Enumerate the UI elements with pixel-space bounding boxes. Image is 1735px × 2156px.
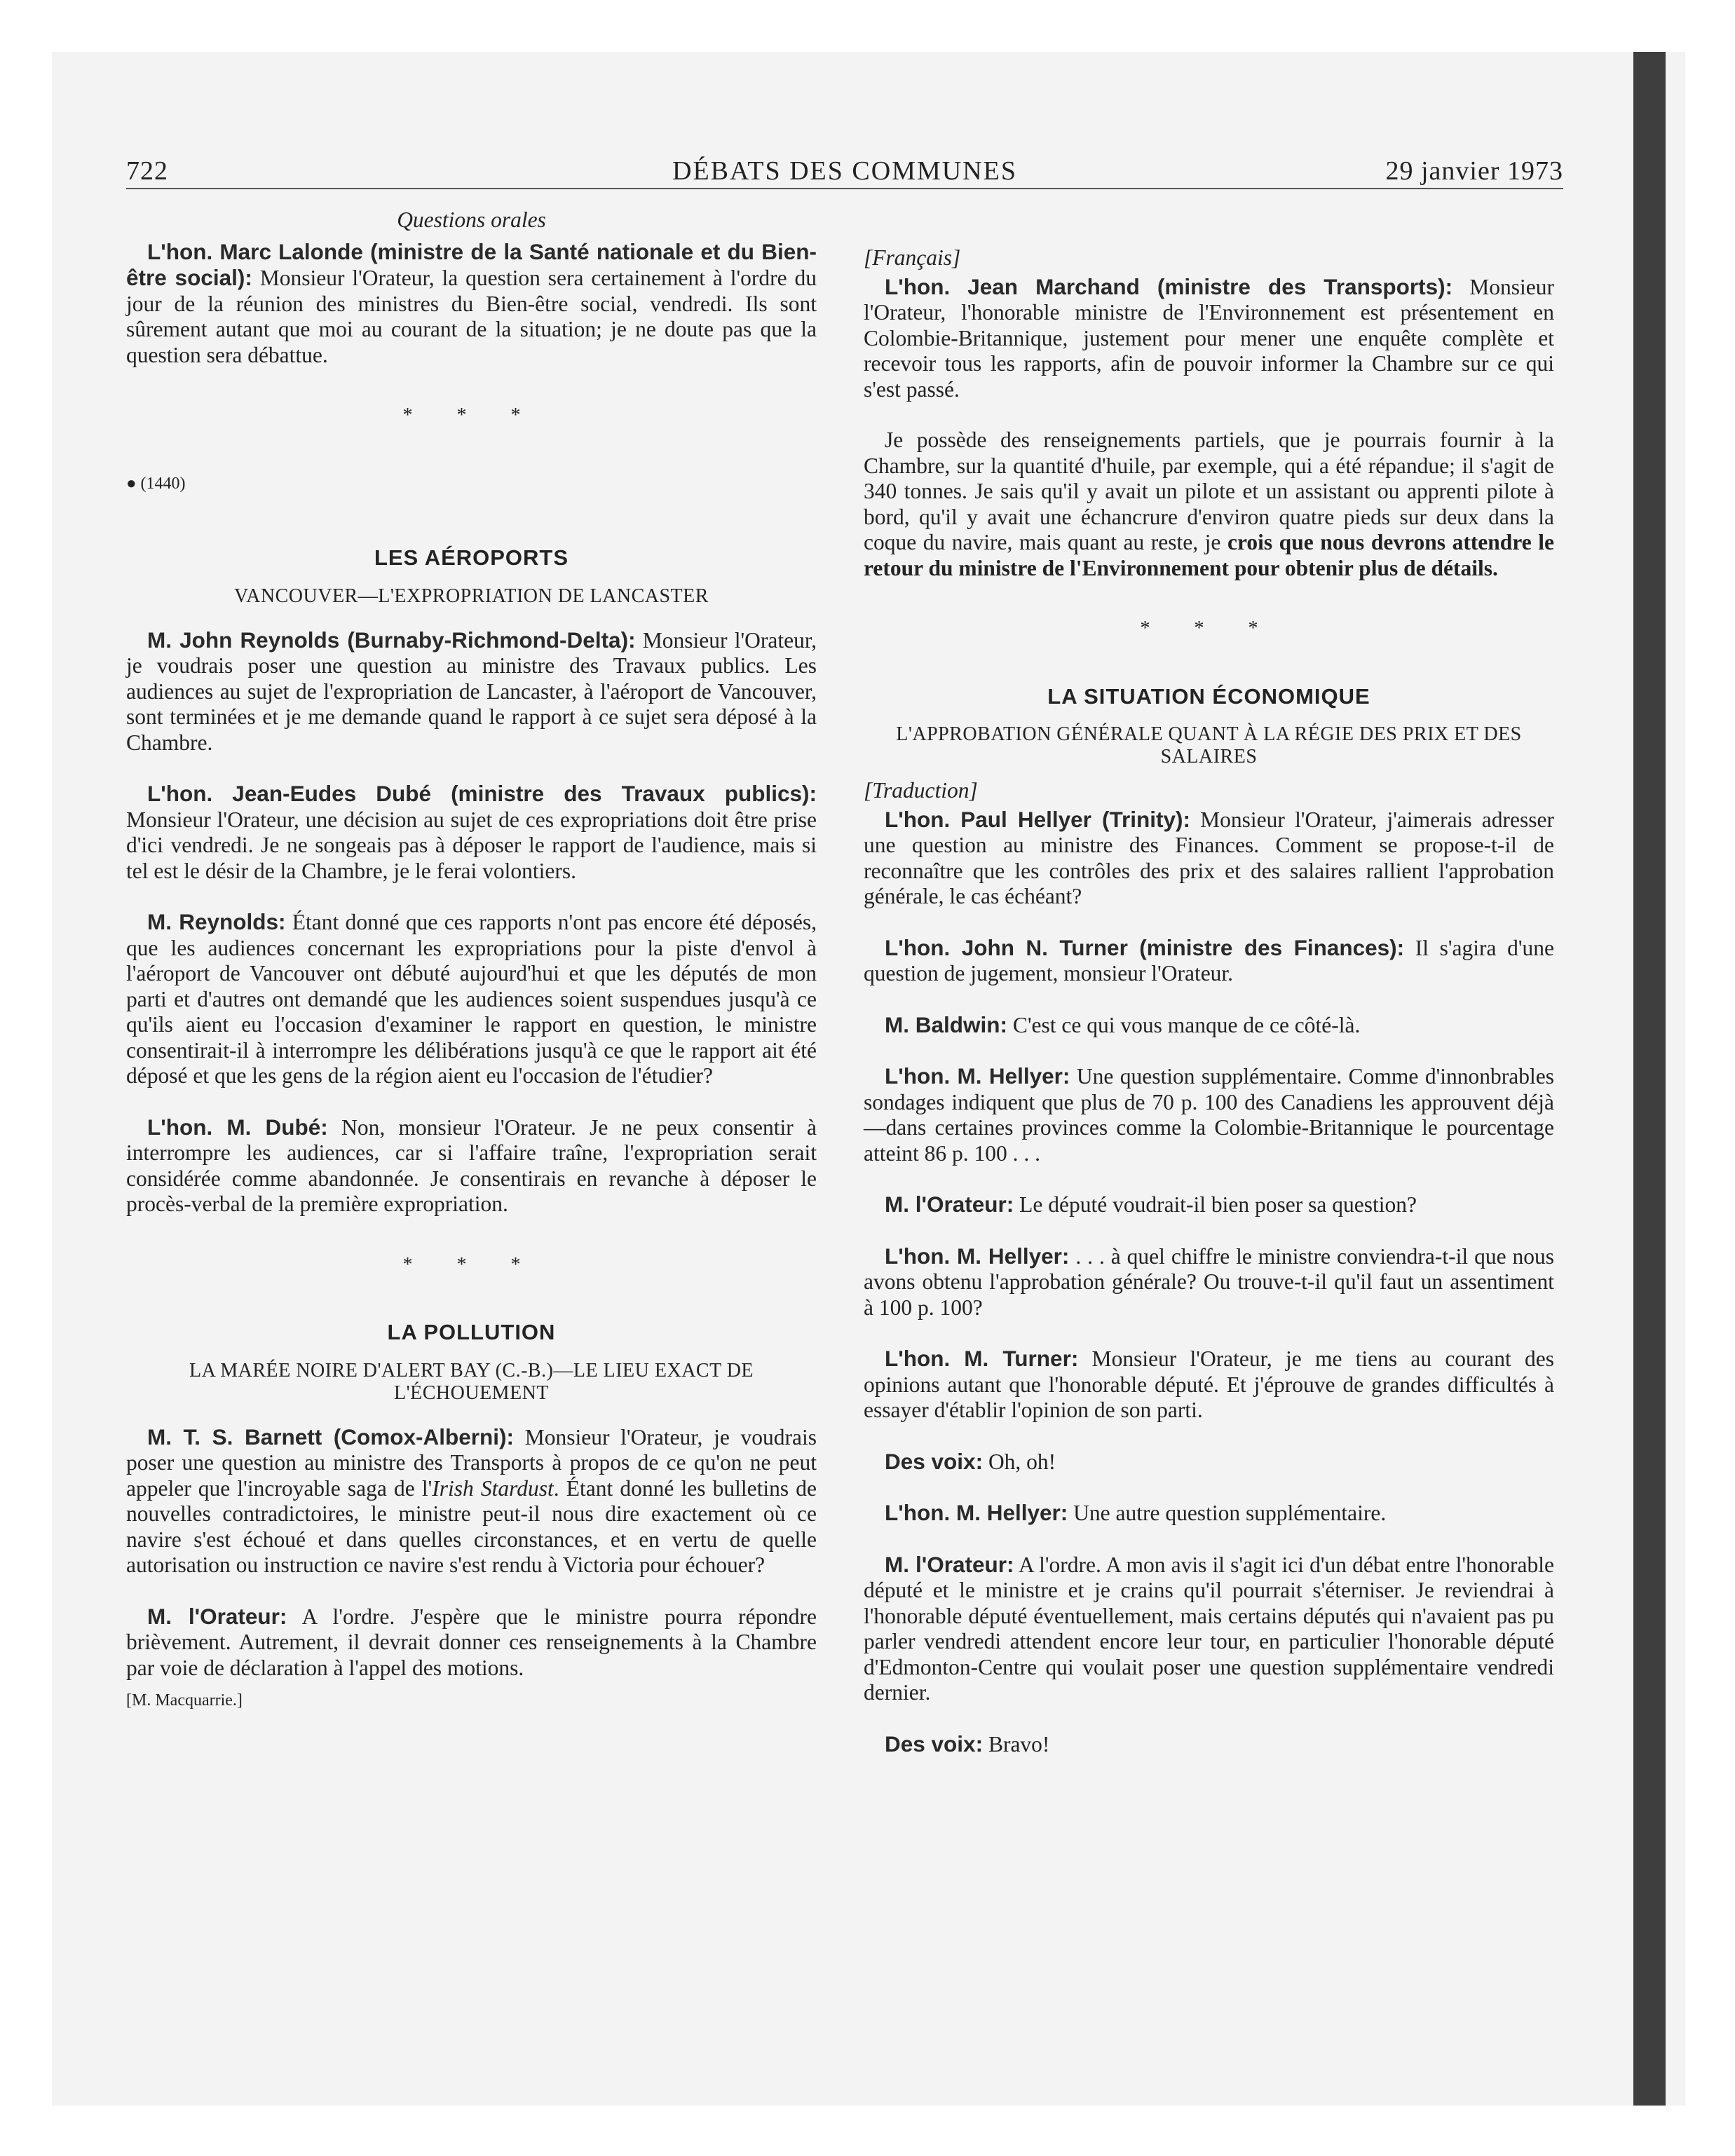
speaker-name: L'hon. M. Hellyer:: [885, 1243, 1070, 1269]
paragraph-orateur-2: [864, 1192, 1554, 1218]
speech-text: . Étant donné les bulletins de nouvelles contradictoires, le ministre peut-il nous dire exactement où ce navire s'est échoué et dans quelles circonstances, et en vertu de quelle autorisation ou instruction ce navire s'est rendu à Victoria pour échouer?: [126, 1475, 817, 1577]
speech-text: Monsieur l'Orateur, je me tiens au courant des opinions autant que l'honorable député. Et j'éprouve de grandes difficultés à essayer d'établir l'opinion de son parti.: [864, 1346, 1554, 1422]
speaker-name: L'hon. Paul Hellyer (Trinity):: [885, 806, 1190, 832]
speaker-name: M. l'Orateur:: [147, 1603, 287, 1629]
language-tag: [Traduction]: [864, 778, 978, 803]
speech-text: Monsieur l'Orateur, une décision au sujet de ces expropriations doit être prise d'ici vendredi. Je ne songeais pas à déposer le rapport de l'audience, mais si tel est le désir de la Chambre, je le ferai volontiers.: [126, 807, 817, 883]
speaker-name: L'hon. Jean-Eudes Dubé (ministre des Travaux publics):: [147, 781, 817, 806]
paragraph-hellyer-2: [864, 1063, 1554, 1166]
speaker-name: M. John Reynolds (Burnaby-Richmond-Delta):: [147, 627, 636, 653]
paragraph-orateur: [126, 1604, 817, 1681]
section-separator: * * *: [402, 1253, 540, 1276]
speaker-name: L'hon. M. Hellyer:: [885, 1500, 1068, 1525]
speech-text: Bravo!: [983, 1731, 1050, 1756]
speech-text: Monsieur l'Orateur, la question sera certainement à l'ordre du jour de la réunion des ministres du Bien-être social, vendredi. Ils sont sûrement autant que moi au courant de la situation; je ne doute pas que la question sera débattue.: [126, 266, 817, 367]
publication-title: DÉBATS DES COMMUNES: [672, 156, 1017, 186]
section-title: LES AÉROPORTS: [374, 545, 569, 570]
speech-text: A l'ordre. A mon avis il s'agit ici d'un débat entre l'honorable député et le ministre et je crains qu'il pourrait s'éterniser. Je reviendrai à l'honorable député éventuellement, mais certains députés qui n'avaient pas pu parler vendredi attendent encore leur tour, en particulier l'honorable député d'Edmonton-Centre qui voulait poser une question supplémentaire vendredi dernier.: [864, 1552, 1555, 1705]
speaker-name: Des voix:: [885, 1731, 984, 1756]
paragraph-voices-2: [864, 1731, 1554, 1758]
paragraph-marchand: [864, 274, 1554, 403]
section-subtitle: L'APPROBATION GÉNÉRALE QUANT À LA RÉGIE DES PRIX ET DES SALAIRES: [896, 723, 1522, 767]
paragraph-dube: [126, 781, 817, 884]
speech-text: Non, monsieur l'Orateur. Je ne peux consentir à interrompre les audiences, car si l'affaire traîne, l'expropriation serait considérée comme abandonnée. Je consentirais en revanche à déposer le procès-verbal de la première expropriation.: [126, 1114, 817, 1216]
paragraph-marchand-2: [864, 428, 1554, 581]
page-footnote: [M. Macquarrie.]: [126, 1691, 243, 1710]
section-separator: * * *: [1140, 618, 1278, 639]
questions-heading: Questions orales: [397, 207, 546, 232]
binding-edge: [1633, 52, 1666, 2106]
speech-text: Il s'agira d'une question de jugement, monsieur l'Orateur.: [864, 935, 1554, 985]
ship-name: Irish Stardust: [432, 1475, 554, 1501]
language-tag: [Français]: [864, 245, 961, 270]
speech-text: Étant donné que ces rapports n'ont pas encore été déposés, que les audiences concernant les expropriations pour la piste d'envol à l'aéroport de Vancouver ont débuté aujourd'hui et que les députés de mon parti et d'autres ont demandé que les audiences soient suspendues jusqu'à ce qu'ils aient eu l'occasion d'examiner le rapport en question, le ministre consentirait-il à interrompre les délibérations jusqu'à ce que le rapport ait été déposé et que les gens de la région aient eu l'occasion de l'étudier?: [126, 910, 817, 1088]
speaker-name: M. l'Orateur:: [885, 1551, 1014, 1577]
paragraph-turner-2: [864, 1346, 1554, 1424]
paragraph-hellyer: [864, 807, 1554, 910]
speech-text: . . . à quel chiffre le ministre conviendra-t-il que nous avons obtenu l'approbation générale? Ou trouve-t-il qu'il faut un assentiment à 100 p. 100?: [864, 1243, 1554, 1320]
section-subtitle: VANCOUVER—L'EXPROPRIATION DE LANCASTER: [234, 585, 709, 607]
speech-text: Monsieur l'Orateur, je voudrais poser une question au ministre des Transports à propos de ce qu'on ne peut appeler que l'incroyable saga de l': [126, 1424, 817, 1501]
speaker-name: M. l'Orateur:: [885, 1192, 1014, 1217]
speech-text: Monsieur l'Orateur, je voudrais poser une question au ministre des Travaux publics. Les audiences au sujet de l'expropriation de Lancaster, à l'aéroport de Vancouver, sont terminées et je me demande quand le rapport à ce sujet sera déposé à la Chambre.: [126, 627, 817, 755]
paragraph-lalonde: [126, 239, 817, 369]
paragraph-voices: [864, 1449, 1554, 1475]
time-marker: ● (1440): [126, 474, 186, 493]
speech-text: Monsieur l'Orateur, l'honorable ministre de l'Environnement est présentement en Colombie-Britannique, justement pour mener une enquête complète et recevoir tous les rapports, afin de pouvoir informer la Chambre sur ce qui s'est passé.: [864, 274, 1555, 402]
speech-text: Une question supplémentaire. Comme d'innonbrables sondages indiquent que plus de 70 p. 100 des Canadiens les approuvent déjà—dans certaines provinces comme la Colombie-Britannique le pourcentage atteint 86 p. 100 . . .: [864, 1064, 1554, 1166]
speaker-name: L'hon. Jean Marchand (ministre des Transports):: [885, 273, 1453, 299]
left-column: [126, 207, 817, 1714]
paragraph-reynolds-2: [126, 909, 817, 1089]
speaker-name: L'hon. John N. Turner (ministre des Finances):: [885, 934, 1405, 960]
speech-text: Je possède des renseignements partiels, que je pourrais fournir à la Chambre, sur la quantité d'huile, par exemple, qui a été répandue; il s'agit de 340 tonnes. Je sais qu'il y avait un pilote et un assistant ou apprenti pilote à bord, qu'il y avait une échancrure d'environ quatre pieds sur deux dans la coque du navire, mais quant au reste, je: [864, 428, 1554, 554]
speaker-name: M. Baldwin:: [885, 1011, 1007, 1037]
speech-text: Le député voudrait-il bien poser sa question?: [1014, 1192, 1417, 1217]
page-date: 29 janvier 1973: [1385, 156, 1563, 186]
right-column: [864, 245, 1554, 1782]
section-title: LA POLLUTION: [387, 1320, 556, 1344]
speech-text-bold: crois que nous devrons attendre le retour du ministre de l'Environnement pour obtenir plus de détails.: [864, 530, 1554, 580]
speech-text: Une autre question supplémentaire.: [1068, 1501, 1387, 1525]
speaker-name: M. Reynolds:: [147, 909, 286, 934]
section-separator: * * *: [402, 404, 540, 426]
paragraph-baldwin: [864, 1012, 1554, 1039]
speech-text: A l'ordre. J'espère que le ministre pourra répondre brièvement. Autrement, il devrait donner ces renseignements à la Chambre par voie de déclaration à l'appel des motions.: [126, 1604, 817, 1680]
speaker-name: L'hon. Marc Lalonde (ministre de la Santé nationale et du Bien-être social):: [126, 238, 817, 290]
speech-text: C'est ce qui vous manque de ce côté-là.: [1007, 1012, 1361, 1037]
page-header: [126, 156, 1563, 189]
speech-text: Oh, oh!: [983, 1449, 1056, 1474]
speaker-name: L'hon. M. Turner:: [885, 1346, 1079, 1371]
paragraph-orateur-3: [864, 1552, 1554, 1706]
paragraph-dube-2: [126, 1114, 817, 1217]
speech-text: Monsieur l'Orateur, j'aimerais adresser une question au ministre des Finances. Comment se propose-t-il de reconnaître que les contrôles des prix et des salaires rallient l'approbation générale, le cas échéant?: [864, 807, 1554, 908]
paragraph-barnett: [126, 1424, 817, 1578]
page-number: 722: [126, 156, 168, 186]
section-subtitle: LA MARÉE NOIRE D'ALERT BAY (C.-B.)—LE LIEU EXACT DE L'ÉCHOUEMENT: [189, 1359, 754, 1404]
paragraph-turner: [864, 935, 1554, 987]
speaker-name: L'hon. M. Hellyer:: [885, 1063, 1070, 1089]
speaker-name: Des voix:: [885, 1448, 984, 1474]
paragraph-hellyer-4: [864, 1500, 1554, 1527]
speaker-name: M. T. S. Barnett (Comox-Alberni):: [147, 1424, 515, 1449]
section-title: LA SITUATION ÉCONOMIQUE: [1047, 683, 1370, 709]
paragraph-reynolds: [126, 627, 817, 756]
paragraph-hellyer-3: [864, 1243, 1554, 1321]
speaker-name: L'hon. M. Dubé:: [147, 1114, 328, 1140]
